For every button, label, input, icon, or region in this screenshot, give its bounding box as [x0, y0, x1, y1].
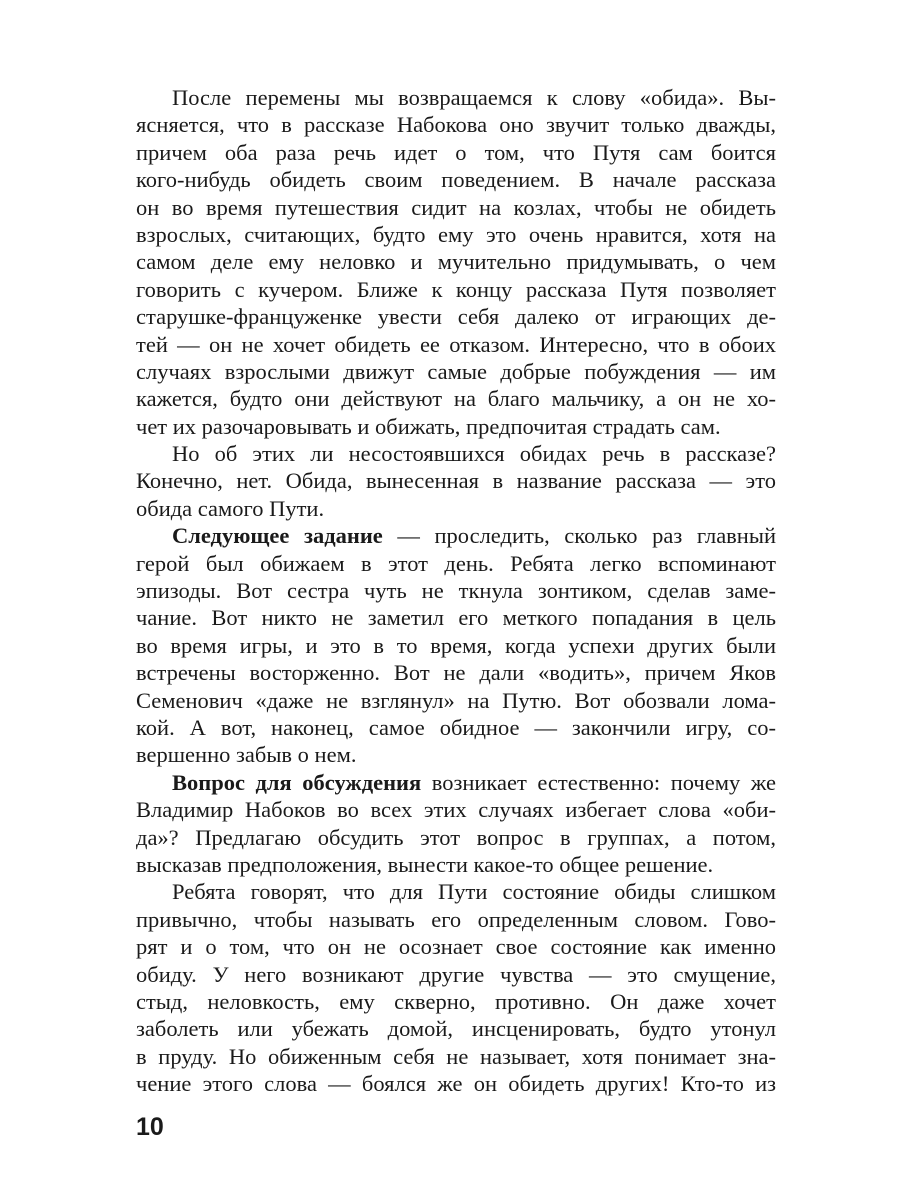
page-number: 10 — [136, 1113, 164, 1141]
page-body — [136, 84, 776, 1097]
text-line: вершенно забыв о нем. — [136, 742, 357, 768]
text-line-rest: возникает естественно: почему же — [421, 769, 777, 795]
text-line: самом деле ему неловко и мучительно придумывать, о чем — [136, 249, 776, 275]
paragraph-5 — [136, 878, 776, 1097]
text-line: встречены восторженно. Вот не дали «водить», причем Яков — [136, 660, 776, 686]
text-line: стыд, неловкость, ему скверно, противно. Он даже хочет — [136, 988, 776, 1014]
text-line: чание. Вот никто не заметил его меткого попадания в цель — [136, 605, 776, 631]
text-line: привычно, чтобы называть его определенным словом. Гово- — [136, 906, 776, 932]
text-line-with-lead — [136, 769, 776, 796]
bold-lead-text: Вопрос для обсуждения — [172, 769, 422, 795]
text-line: заболеть или убежать домой, инсценировать, будто утонул — [136, 1016, 776, 1042]
text-line: тей — он не хочет обидеть ее отказом. Интересно, что в обоих — [136, 331, 776, 357]
text-line: старушке-француженке увести себя далеко от играющих де- — [136, 304, 776, 330]
text-line: Семенович «даже не взглянул» на Путю. Вот обозвали лома- — [136, 687, 776, 713]
text-line: во время игры, и это в то время, когда успехи других были — [136, 632, 776, 658]
text-line: Но об этих ли несостоявшихся обидах речь в рассказе? — [172, 441, 776, 467]
text-line: чение этого слова — боялся же он обидеть других! Кто-то из — [136, 1071, 776, 1097]
text-line: да»? Предлагаю обсудить этот вопрос в группах, а потом, — [136, 824, 776, 850]
text-line: эпизоды. Вот сестра чуть не ткнула зонтиком, сделав заме- — [136, 578, 776, 604]
text-line: кажется, будто они действуют на благо мальчику, а он не хо- — [136, 386, 776, 412]
text-line: Конечно, нет. Обида, вынесенная в название рассказа — это — [136, 468, 776, 494]
paragraph-2 — [136, 440, 776, 522]
text-line: Владимир Набоков во всех этих случаях избегает слова «оби- — [136, 797, 776, 823]
text-line: в пруду. Но обиженным себя не называет, хотя понимает зна- — [136, 1043, 776, 1069]
text-line: он во время путешествия сидит на козлах, чтобы не обидеть — [136, 194, 776, 220]
text-line: ясняется, что в рассказе Набокова оно звучит только дважды, — [136, 112, 776, 138]
paragraph-4 — [136, 769, 776, 879]
bold-lead-text: Следующее задание — [172, 523, 383, 549]
text-line: случаях взрослыми движут самые добрые побуждения — им — [136, 358, 776, 384]
paragraph-3 — [136, 522, 776, 769]
text-line: причем оба раза речь идет о том, что Путя сам боится — [136, 139, 776, 165]
text-line-with-lead — [136, 522, 776, 549]
text-line-rest: — проследить, сколько раз главный — [382, 523, 776, 549]
text-line: взрослых, считающих, будто ему это очень нравится, хотя на — [136, 221, 776, 247]
text-line: рят и о том, что он не осознает свое состояние как именно — [136, 934, 776, 960]
text-line: кой. А вот, наконец, самое обидное — закончили игру, со- — [136, 714, 776, 740]
text-line: говорить с кучером. Ближе к концу рассказа Путя позволяет — [136, 276, 776, 302]
text-line: высказав предположения, вынести какое-то общее решение. — [136, 851, 714, 877]
text-line: После перемены мы возвращаемся к слову «обида». Вы- — [172, 85, 776, 110]
text-line: чет их разочаровывать и обижать, предпочитая страдать сам. — [136, 413, 721, 439]
text-line: обида самого Пути. — [136, 495, 325, 521]
text-line: Ребята говорят, что для Пути состояние обиды слишком — [172, 879, 776, 905]
text-line: обиду. У него возникают другие чувства — это смущение, — [136, 961, 776, 987]
text-line: герой был обижаем в этот день. Ребята легко вспоминают — [136, 550, 776, 576]
text-line: кого-нибудь обидеть своим поведением. В начале рассказа — [136, 167, 776, 193]
paragraph-1 — [136, 84, 776, 440]
